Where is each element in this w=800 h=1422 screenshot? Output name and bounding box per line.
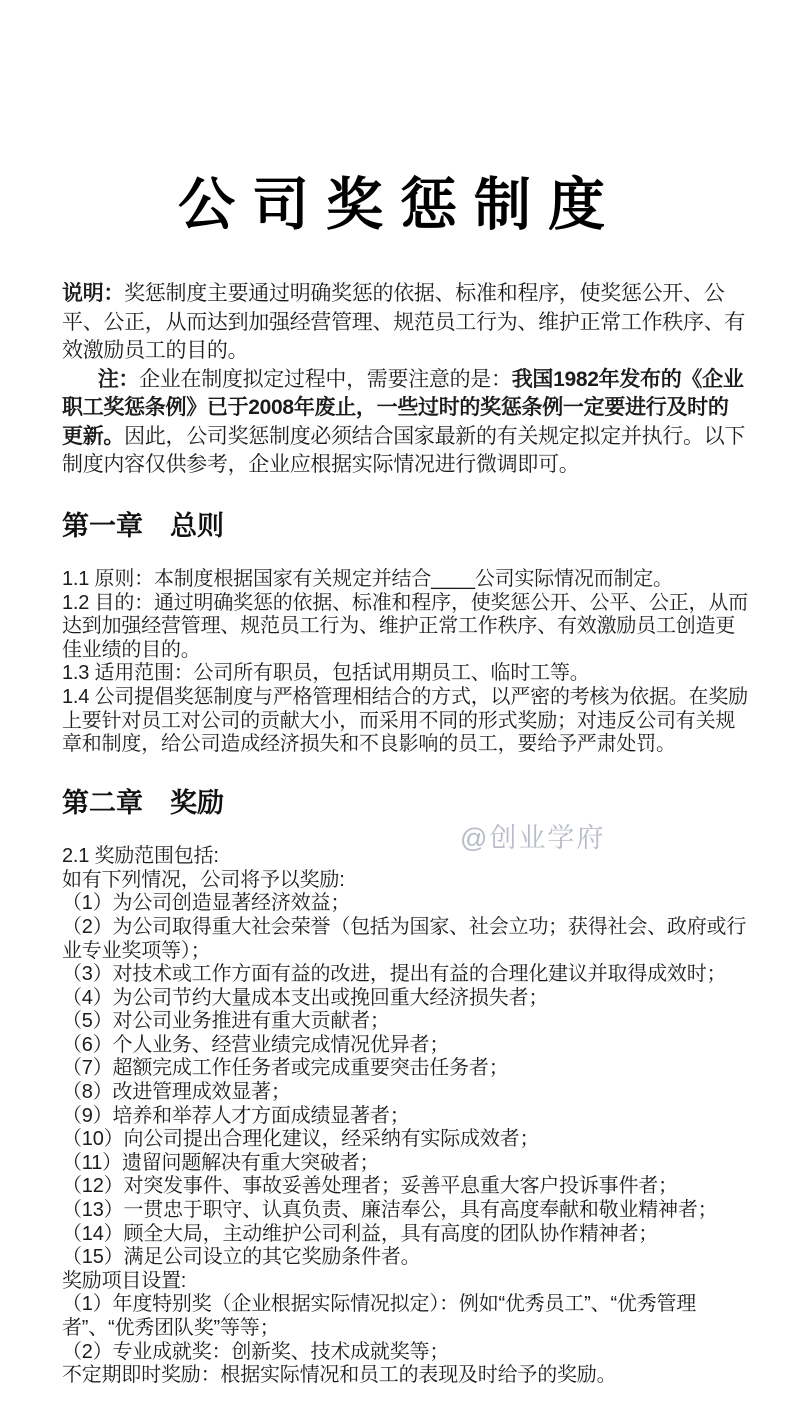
chapter-line: （1）年度特别奖（企业根据实际情况拟定）：例如“优秀员工”、“优秀管理者”、“优秀团队奖”等等； [62,1293,697,1340]
watermark: @创业学府 [460,823,606,853]
chapter-line: （9）培养和举荐人才方面成绩显著者； [62,1104,410,1127]
chapter-line: （8）改进管理成效显著； [62,1081,291,1104]
chapter-line: （1）为公司创造显著经济效益； [62,892,351,915]
chapter-line: 1.3 适用范围：公司所有职员，包括试用期员工、临时工等。 [62,662,590,685]
chapter-line: （6）个人业务、经营业绩完成情况优异者； [62,1033,450,1056]
chapter-line: 奖励项目设置: [62,1269,187,1292]
chapters [62,496,748,1388]
text-run: 因此，公司奖惩制度必须结合国家最新的有关规定拟定并执行。以下制度内容仅供参考，企业应根据实际情况进行微调即可。 [62,424,746,477]
chapter-line: （13）一贯忠于职守、认真负责、廉洁奉公，具有高度奉献和敬业精神者； [62,1199,718,1222]
chapter-line: （15）满足公司设立的其它奖励条件者。 [62,1246,421,1269]
chapter-heading: 第一章 总则 [62,510,224,541]
chapter-line: （11）遗留问题解决有重大突破者； [62,1151,380,1174]
document-content [62,280,748,1388]
chapter-line: （2）为公司取得重大社会荣誉（包括为国家、社会立功；获得社会、政府或行业专业奖项等）； [62,915,747,962]
chapter-line: （5）对公司业务推进有重大贡献者； [62,1010,390,1033]
chapter-line: 如有下列情况，公司将予以奖励: [62,868,345,891]
text-run: 奖惩制度主要通过明确奖惩的依据、标准和程序，使奖惩公开、公平、公正，从而达到加强经营管理、规范员工行为、维护正常工作秩序、有效激励员工的目的。 [62,282,746,363]
chapter-line: （7）超额完成工作任务者或完成重要突击任务者； [62,1057,509,1080]
chapter-line: （12）对突发事件、事故妥善处理者；妥善平息重大客户投诉事件者； [62,1175,678,1198]
chapter-body [62,568,748,757]
intro-section [62,280,748,480]
chapter-line: 1.1 原则：本制度根据国家有关规定并结合____公司实际情况而制定。 [62,568,673,590]
chapter-line: 2.1 奖励范围包括: [62,845,219,868]
chapter-line: （4）为公司节约大量成本支出或挽回重大经济损失者； [62,986,549,1009]
chapter-section [62,496,748,757]
bold-text-run: 注： [97,367,140,391]
chapter-line: （3）对技术或工作方面有益的改进，提出有益的合理化建议并取得成效时； [62,963,727,986]
bold-text-run: 我国1982年发布的《企业职工奖惩条例》已于2008年废止，一些过时的奖惩条例一定要进行及时的更新。 [62,367,744,448]
intro-paragraph [62,366,748,480]
chapter-line: （2）专业成就奖：创新奖、技术成就奖等； [62,1340,450,1363]
chapter-line: 1.2 目的：通过明确奖惩的依据、标准和程序，使奖惩公开、公平、公正，从而达到加强经营管理、规范员工行为、维护正常工作秩序、有效激励员工创造更佳业绩的目的。 [62,591,748,661]
chapter-line: （14）顾全大局，主动维护公司利益，具有高度的团队协作精神者； [62,1222,659,1245]
intro-paragraph [62,280,748,366]
chapter-line: （10）向公司提出合理化建议，经采纳有实际成效者； [62,1128,540,1151]
text-run: 企业在制度拟定过程中，需要注意的是： [139,367,512,391]
chapter-line: 1.4 公司提倡奖惩制度与严格管理相结合的方式，以严密的考核为依据。在奖励上要针对员工对公司的贡献大小，而采用不同的形式奖励；对违反公司有关规章和制度，给公司造成经济损失和不良影响的员工，要给予严肃处罚。 [62,685,748,756]
chapter-line: 不定期即时奖励：根据实际情况和员工的表现及时给予的奖励。 [62,1364,617,1387]
document-title: 公司奖惩制度 [178,173,622,237]
chapter-body [62,845,748,1388]
chapter-heading: 第二章 奖励 [62,787,224,818]
chapter-section [62,773,748,1388]
bold-text-run: 说明： [62,282,125,306]
